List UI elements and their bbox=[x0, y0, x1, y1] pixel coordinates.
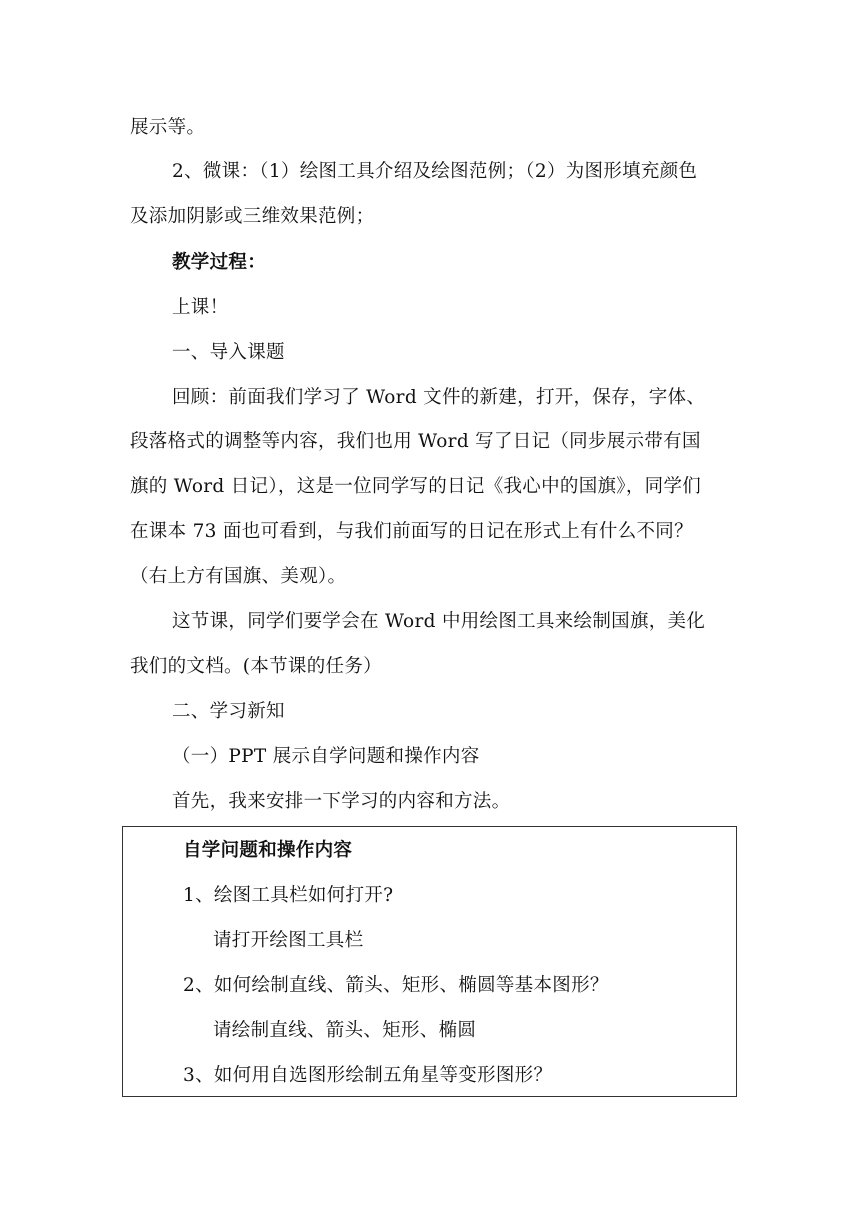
question-item: 1、绘图工具栏如何打开? bbox=[183, 885, 394, 906]
question-item: 3、如何用自选图形绘制五角星等变形图形？ bbox=[183, 1065, 553, 1086]
section-title: 二、学习新知 bbox=[172, 701, 285, 722]
paragraph-text: 段落格式的调整等内容，我们也用 Word 写了日记（同步展示带有国 bbox=[130, 431, 701, 452]
paragraph-text: （右上方有国旗、美观）。 bbox=[130, 566, 347, 587]
answer-item: 请打开绘图工具栏 bbox=[213, 930, 364, 951]
paragraph-text: 展示等。 bbox=[130, 117, 206, 138]
paragraph-text: 2、微课：（1）绘图工具介绍及绘图范例；（2）为图形填充颜色 bbox=[172, 161, 698, 182]
paragraph-text: 首先，我来安排一下学习的内容和方法。 bbox=[172, 791, 511, 812]
self-study-box bbox=[122, 826, 737, 1097]
section-heading: 教学过程： bbox=[172, 252, 267, 273]
paragraph-text: 旗的 Word 日记），这是一位同学写的日记《我心中的国旗》，同学们 bbox=[130, 476, 702, 497]
answer-item: 请绘制直线、箭头、矩形、椭圆 bbox=[213, 1020, 477, 1041]
paragraph-text: 及添加阴影或三维效果范例； bbox=[130, 206, 375, 227]
question-item: 2、如何绘制直线、箭头、矩形、椭圆等基本图形？ bbox=[183, 975, 609, 996]
paragraph-text: 回顾：前面我们学习了 Word 文件的新建，打开，保存，字体、 bbox=[172, 387, 706, 408]
paragraph-text: 我们的文档。(本节课的任务） bbox=[130, 656, 382, 677]
subsection-title: （一）PPT 展示自学问题和操作内容 bbox=[172, 746, 480, 767]
paragraph-text: 这节课，同学们要学会在 Word 中用绘图工具来绘制国旗，美化 bbox=[172, 611, 706, 632]
paragraph-text: 在课本 73 面也可看到，与我们前面写的日记在形式上有什么不同？ bbox=[130, 521, 693, 542]
paragraph-text: 上课！ bbox=[172, 297, 229, 318]
section-title: 一、导入课题 bbox=[172, 342, 285, 363]
box-title: 自学问题和操作内容 bbox=[183, 840, 353, 861]
